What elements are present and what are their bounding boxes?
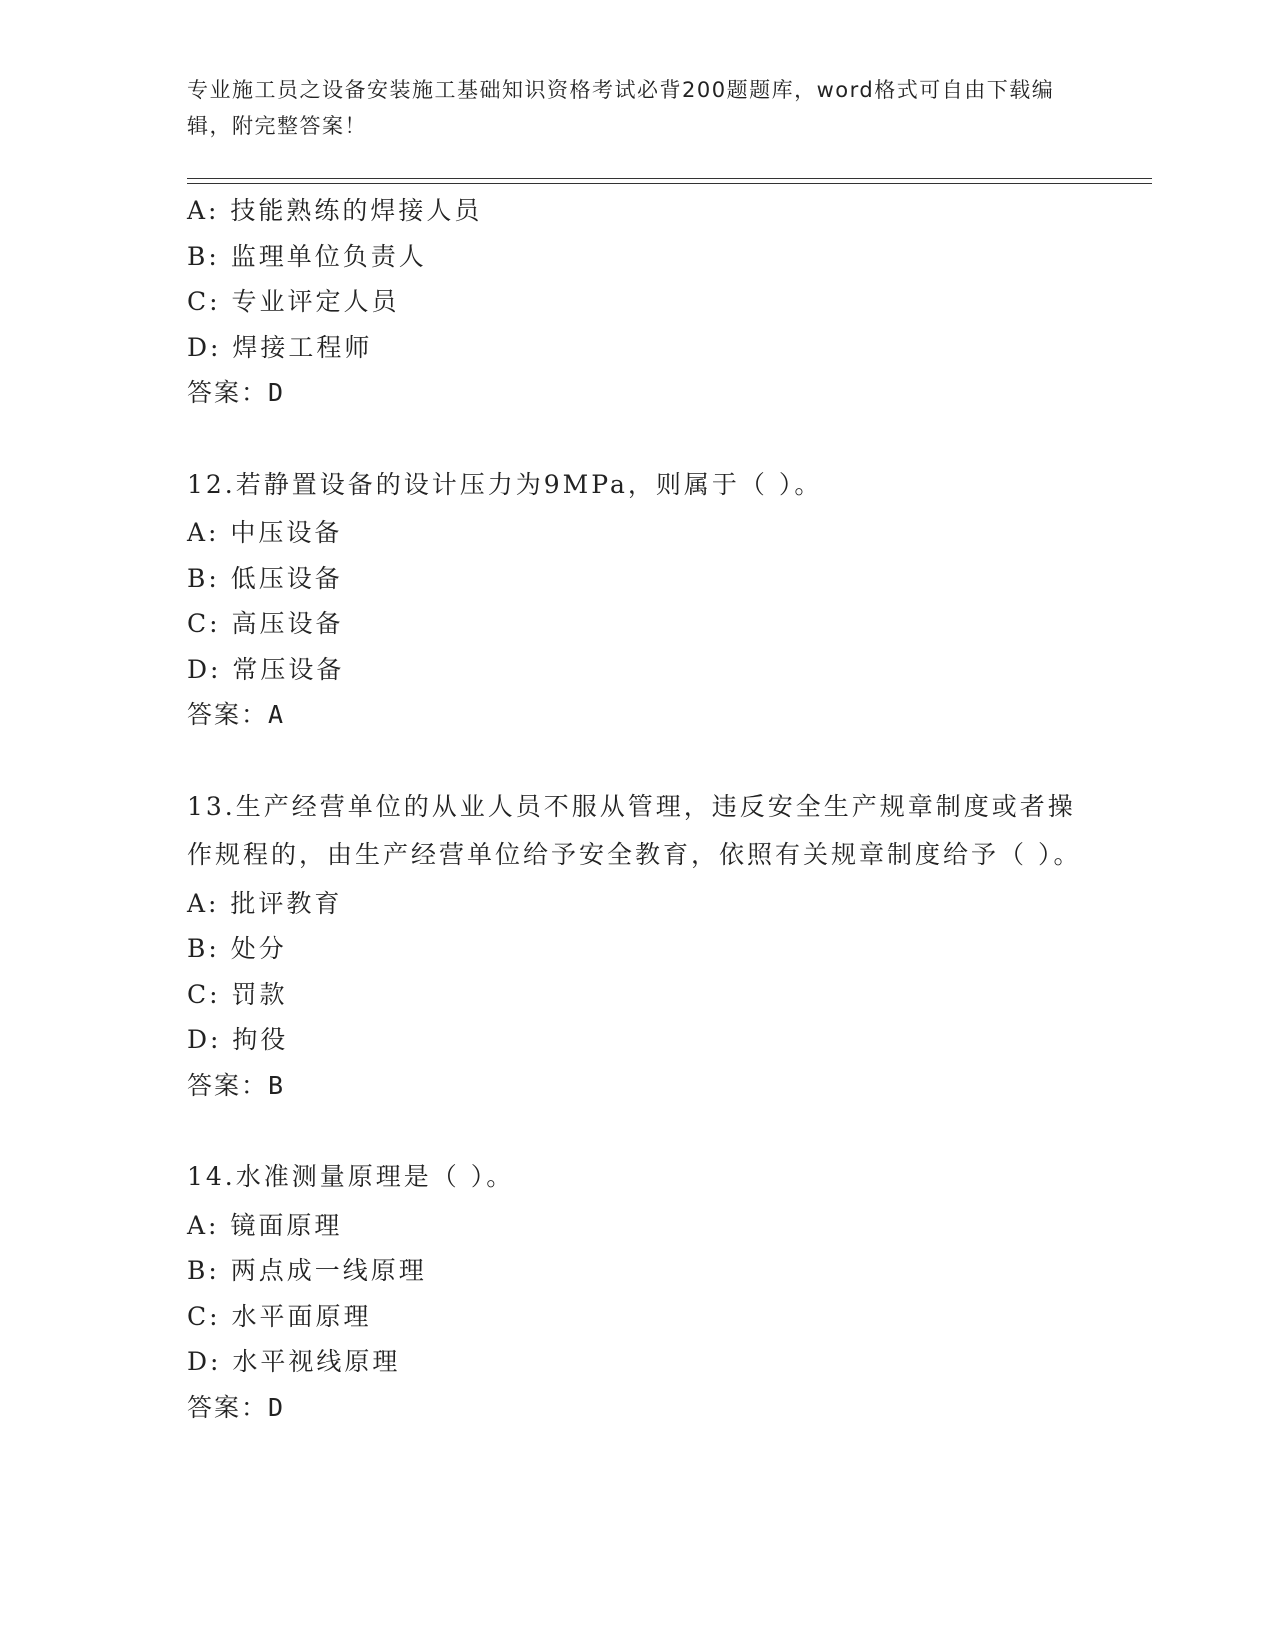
answer-value: A bbox=[268, 700, 285, 729]
answer-label: 答案： bbox=[187, 378, 269, 407]
question-12 bbox=[187, 462, 1087, 738]
option-b: B: 低压设备 bbox=[187, 563, 343, 593]
question-11 bbox=[187, 188, 1087, 416]
answer-line bbox=[187, 1385, 1087, 1431]
option-b: B: 处分 bbox=[187, 934, 287, 963]
question-list bbox=[187, 188, 1087, 1430]
option-d: D: 拘役 bbox=[187, 1025, 289, 1054]
option-c: C: 水平面原理 bbox=[187, 1301, 372, 1331]
question-14 bbox=[187, 1154, 1087, 1430]
question-13 bbox=[187, 784, 1087, 1109]
question-stem bbox=[187, 1154, 1087, 1203]
option-a: A: 中压设备 bbox=[187, 518, 343, 547]
answer-value: B bbox=[268, 1070, 285, 1100]
answer-line bbox=[187, 370, 1087, 416]
document-header bbox=[187, 72, 1067, 144]
question-number: 13. bbox=[187, 791, 236, 821]
option-d: D: 焊接工程师 bbox=[187, 332, 373, 362]
option-b: B: 监理单位负责人 bbox=[187, 241, 427, 271]
question-text: 若静置设备的设计压力为9MPa，则属于（ ）。 bbox=[235, 469, 823, 499]
option-d: D: 水平视线原理 bbox=[187, 1347, 401, 1376]
question-number: 12. bbox=[187, 469, 236, 499]
question-stem bbox=[187, 784, 1087, 881]
header-text: 专业施工员之设备安装施工基础知识资格考试必背200题题库，word格式可自由下载编辑，附完整答案！ bbox=[187, 78, 1055, 138]
header-divider bbox=[187, 178, 1152, 184]
answer-line bbox=[187, 1063, 1087, 1109]
answer-line bbox=[187, 692, 1087, 738]
answer-value: D bbox=[268, 1392, 285, 1422]
option-a: A: 镜面原理 bbox=[187, 1210, 343, 1240]
answer-label: 答案： bbox=[187, 1070, 269, 1100]
option-a: A: 批评教育 bbox=[187, 888, 343, 918]
question-text: 水准测量原理是（ ）。 bbox=[235, 1162, 515, 1191]
option-c: C: 罚款 bbox=[187, 979, 288, 1009]
question-text: 生产经营单位的从业人员不服从管理，违反安全生产规章制度或者操作规程的，由生产经营单位给予安全教育，依照有关规章制度给予（ ）。 bbox=[187, 791, 1082, 869]
answer-label: 答案： bbox=[187, 700, 269, 729]
question-number: 14. bbox=[187, 1162, 236, 1191]
question-stem bbox=[187, 462, 1087, 511]
option-b: B: 两点成一线原理 bbox=[187, 1256, 427, 1285]
option-a: A: 技能熟练的焊接人员 bbox=[187, 196, 483, 225]
option-c: C: 高压设备 bbox=[187, 609, 344, 638]
option-c: C: 专业评定人员 bbox=[187, 287, 400, 316]
option-d: D: 常压设备 bbox=[187, 654, 345, 684]
answer-label: 答案： bbox=[187, 1392, 269, 1422]
answer-value: D bbox=[268, 378, 285, 407]
